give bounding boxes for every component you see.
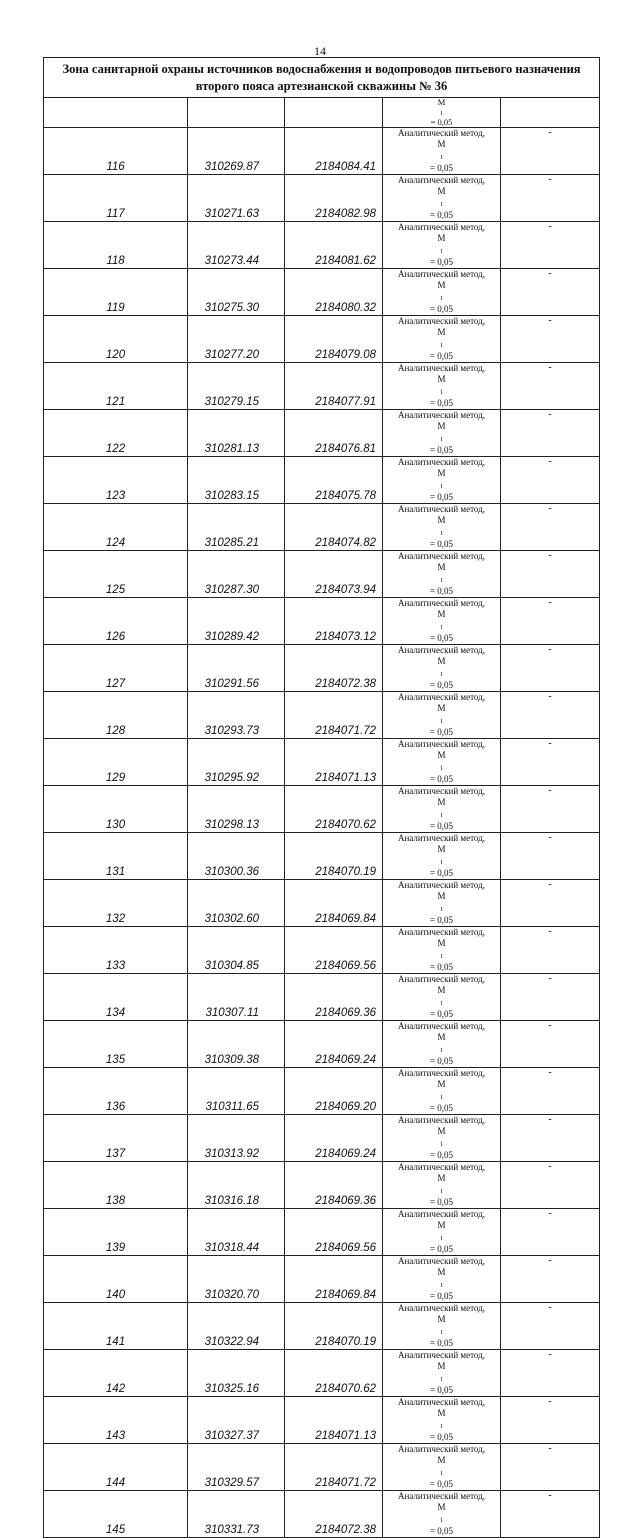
method-cell (383, 974, 501, 1021)
method-m-value: M $_t$ = 0,05 (429, 562, 454, 596)
method-cell (383, 222, 501, 269)
method-cell (383, 927, 501, 974)
table-row (44, 128, 600, 175)
method-m-value: M $_t$ = 0,05 (429, 374, 454, 408)
coordinate-x: 310331.73 (188, 1491, 285, 1538)
method-cell (383, 98, 501, 128)
coordinate-x: 310269.87 (188, 128, 285, 175)
table-title-line-2: второго пояса артезианской скважины № 36 (195, 78, 448, 93)
coordinate-y: 2184082.98 (285, 175, 383, 222)
table-row (44, 692, 600, 739)
point-number: 117 (44, 175, 188, 222)
coordinate-x: 310271.63 (188, 175, 285, 222)
note-dash: - (501, 1256, 600, 1303)
method-m-value: M $_t$ = 0,05 (429, 327, 454, 361)
method-cell (383, 551, 501, 598)
table-title (44, 58, 600, 98)
note-dash: - (501, 410, 600, 457)
coordinate-x: 310327.37 (188, 1397, 285, 1444)
method-m-value: M $_t$ = 0,05 (429, 1502, 454, 1536)
coordinate-y: 2184070.62 (285, 786, 383, 833)
point-number: 124 (44, 504, 188, 551)
coordinate-x: 310293.73 (188, 692, 285, 739)
method-m-value: M $_t$ = 0,05 (429, 750, 454, 784)
table-cell (501, 98, 600, 128)
method-m-value: M $_t$ = 0,05 (429, 1032, 454, 1066)
point-number: 132 (44, 880, 188, 927)
method-cell (383, 1397, 501, 1444)
coordinate-x: 310291.56 (188, 645, 285, 692)
method-label: Аналитический метод, (397, 457, 486, 467)
table-row (44, 833, 600, 880)
coordinate-x: 310281.13 (188, 410, 285, 457)
point-number: 143 (44, 1397, 188, 1444)
method-cell (383, 1115, 501, 1162)
method-label: Аналитический метод, (397, 410, 486, 420)
method-label: Аналитический метод, (397, 1256, 486, 1266)
coordinate-y: 2184084.41 (285, 128, 383, 175)
point-number: 121 (44, 363, 188, 410)
coordinate-y: 2184072.38 (285, 1491, 383, 1538)
coordinate-x: 310304.85 (188, 927, 285, 974)
coordinate-y: 2184070.19 (285, 1303, 383, 1350)
point-number: 123 (44, 457, 188, 504)
coordinate-y: 2184081.62 (285, 222, 383, 269)
coordinate-x: 310322.94 (188, 1303, 285, 1350)
table-title-row (44, 58, 600, 98)
note-dash: - (501, 175, 600, 222)
method-label: Аналитический метод, (397, 175, 486, 185)
coordinate-x: 310289.42 (188, 598, 285, 645)
point-number: 145 (44, 1491, 188, 1538)
method-cell (383, 739, 501, 786)
method-cell (383, 1491, 501, 1538)
note-dash: - (501, 128, 600, 175)
coordinate-y: 2184070.62 (285, 1350, 383, 1397)
point-number: 134 (44, 974, 188, 1021)
method-label: Аналитический метод, (397, 974, 486, 984)
method-label: Аналитический метод, (397, 786, 486, 796)
table-row (44, 551, 600, 598)
note-dash: - (501, 1209, 600, 1256)
method-m-value: M $_t$ = 0,05 (429, 985, 454, 1019)
coordinate-y: 2184074.82 (285, 504, 383, 551)
note-dash: - (501, 1303, 600, 1350)
method-cell (383, 410, 501, 457)
table-row (44, 1303, 600, 1350)
method-m-value: M $_t$ = 0,05 (429, 515, 454, 549)
coordinate-x: 310298.13 (188, 786, 285, 833)
coordinate-y: 2184069.24 (285, 1115, 383, 1162)
point-number: 144 (44, 1444, 188, 1491)
coordinate-x: 310309.38 (188, 1021, 285, 1068)
method-m-value: M $_t$ = 0,05 (429, 421, 454, 455)
coordinate-y: 2184069.36 (285, 974, 383, 1021)
method-label: Аналитический метод, (397, 645, 486, 655)
table-row (44, 786, 600, 833)
method-cell (383, 645, 501, 692)
coordinate-y: 2184077.91 (285, 363, 383, 410)
table-title-line-1: Зона санитарной охраны источников водоснабжения и водопроводов питьевого назначения (62, 61, 581, 76)
point-number: 136 (44, 1068, 188, 1115)
method-cell (383, 269, 501, 316)
continuation-row (44, 98, 600, 128)
table-row (44, 1444, 600, 1491)
method-cell (383, 1068, 501, 1115)
coordinate-y: 2184080.32 (285, 269, 383, 316)
point-number: 142 (44, 1350, 188, 1397)
coordinate-x: 310311.65 (188, 1068, 285, 1115)
note-dash: - (501, 739, 600, 786)
method-cell (383, 1162, 501, 1209)
method-label: Аналитический метод, (397, 1397, 486, 1407)
coordinate-y: 2184069.20 (285, 1068, 383, 1115)
point-number: 119 (44, 269, 188, 316)
method-m-value: M $_t$ = 0,05 (429, 609, 454, 643)
method-m-value: M $_t$ = 0,05 (429, 938, 454, 972)
point-number: 125 (44, 551, 188, 598)
coordinate-y: 2184069.84 (285, 1256, 383, 1303)
method-label: Аналитический метод, (397, 128, 486, 138)
method-label: Аналитический метод, (397, 269, 486, 279)
method-label: Аналитический метод, (397, 1115, 486, 1125)
coordinate-x: 310320.70 (188, 1256, 285, 1303)
method-cell (383, 457, 501, 504)
method-m-value: M $_t$ = 0,05 (429, 139, 454, 173)
note-dash: - (501, 1162, 600, 1209)
method-label: Аналитический метод, (397, 1209, 486, 1219)
method-cell (383, 1303, 501, 1350)
note-dash: - (501, 504, 600, 551)
coordinate-x: 310329.57 (188, 1444, 285, 1491)
method-m-value: M $_t$ = 0,05 (429, 844, 454, 878)
note-dash: - (501, 1021, 600, 1068)
method-label: Аналитический метод, (397, 1303, 486, 1313)
method-cell (383, 1256, 501, 1303)
method-cell (383, 316, 501, 363)
coordinate-y: 2184071.72 (285, 1444, 383, 1491)
method-label: Аналитический метод, (397, 739, 486, 749)
point-number: 137 (44, 1115, 188, 1162)
point-number: 131 (44, 833, 188, 880)
method-m-value: M $_t$ = 0,05 (429, 1173, 454, 1207)
method-m-value: M $_t$ = 0,05 (429, 1408, 454, 1442)
table-row (44, 739, 600, 786)
coordinate-x: 310283.15 (188, 457, 285, 504)
method-m-value: M $_t$ = 0,05 (429, 1267, 454, 1301)
point-number: 118 (44, 222, 188, 269)
table-cell (188, 98, 285, 128)
method-m-value: M $_t$ = 0,05 (429, 1455, 454, 1489)
note-dash: - (501, 1397, 600, 1444)
table-row (44, 1021, 600, 1068)
coordinate-x: 310287.30 (188, 551, 285, 598)
method-m-value: M $_t$ = 0,05 (429, 1126, 454, 1160)
point-number: 133 (44, 927, 188, 974)
coordinate-x: 310295.92 (188, 739, 285, 786)
note-dash: - (501, 222, 600, 269)
table-row (44, 1162, 600, 1209)
coordinate-y: 2184069.56 (285, 927, 383, 974)
method-cell (383, 1350, 501, 1397)
method-cell (383, 175, 501, 222)
table-row (44, 1491, 600, 1538)
method-m-value: M $_t$ = 0,05 (429, 656, 454, 690)
table-row (44, 1397, 600, 1444)
method-m-value: M $_t$ = 0,05 (429, 703, 454, 737)
point-number: 120 (44, 316, 188, 363)
method-m-value: M $_t$ = 0,05 (429, 1314, 454, 1348)
method-label: Аналитический метод, (397, 1162, 486, 1172)
table-row (44, 1115, 600, 1162)
method-label: Аналитический метод, (397, 551, 486, 561)
method-label: Аналитический метод, (397, 363, 486, 373)
point-number: 126 (44, 598, 188, 645)
note-dash: - (501, 1068, 600, 1115)
coordinate-x: 310300.36 (188, 833, 285, 880)
method-cell (383, 504, 501, 551)
table-row (44, 457, 600, 504)
method-m-value: M $_t$ = 0,05 (429, 1220, 454, 1254)
note-dash: - (501, 645, 600, 692)
method-m-value: M $_t$ = 0,05 (429, 1079, 454, 1113)
note-dash: - (501, 1444, 600, 1491)
method-cell (383, 128, 501, 175)
coordinates-table (43, 57, 600, 1538)
method-m-value: M $_t$ = 0,05 (429, 1361, 454, 1395)
note-dash: - (501, 692, 600, 739)
coordinate-x: 310302.60 (188, 880, 285, 927)
coordinate-y: 2184073.94 (285, 551, 383, 598)
method-m-value: M $_t$ = 0,05 (430, 97, 453, 127)
method-label: Аналитический метод, (397, 927, 486, 937)
table-row (44, 410, 600, 457)
table-row (44, 269, 600, 316)
table-row (44, 1350, 600, 1397)
note-dash: - (501, 316, 600, 363)
note-dash: - (501, 786, 600, 833)
point-number: 130 (44, 786, 188, 833)
note-dash: - (501, 927, 600, 974)
point-number: 140 (44, 1256, 188, 1303)
coordinate-y: 2184069.56 (285, 1209, 383, 1256)
method-label: Аналитический метод, (397, 316, 486, 326)
method-label: Аналитический метод, (397, 222, 486, 232)
note-dash: - (501, 880, 600, 927)
method-label: Аналитический метод, (397, 1068, 486, 1078)
point-number: 127 (44, 645, 188, 692)
coordinate-x: 310273.44 (188, 222, 285, 269)
table-row (44, 504, 600, 551)
method-cell (383, 692, 501, 739)
method-m-value: M $_t$ = 0,05 (429, 891, 454, 925)
method-label: Аналитический метод, (397, 504, 486, 514)
note-dash: - (501, 598, 600, 645)
coordinate-x: 310313.92 (188, 1115, 285, 1162)
table-row (44, 175, 600, 222)
note-dash: - (501, 457, 600, 504)
coordinate-y: 2184076.81 (285, 410, 383, 457)
method-m-value: M $_t$ = 0,05 (429, 797, 454, 831)
note-dash: - (501, 551, 600, 598)
method-label: Аналитический метод, (397, 692, 486, 702)
method-cell (383, 1209, 501, 1256)
point-number: 128 (44, 692, 188, 739)
method-m-value: M $_t$ = 0,05 (429, 468, 454, 502)
table-row (44, 598, 600, 645)
method-m-value: M $_t$ = 0,05 (429, 186, 454, 220)
method-label: Аналитический метод, (397, 598, 486, 608)
coordinate-x: 310279.15 (188, 363, 285, 410)
coordinate-y: 2184069.24 (285, 1021, 383, 1068)
note-dash: - (501, 833, 600, 880)
point-number: 129 (44, 739, 188, 786)
method-label: Аналитический метод, (397, 833, 486, 843)
coordinate-y: 2184069.36 (285, 1162, 383, 1209)
method-cell (383, 880, 501, 927)
table-row (44, 645, 600, 692)
coordinate-x: 310277.20 (188, 316, 285, 363)
note-dash: - (501, 1115, 600, 1162)
coordinate-y: 2184071.13 (285, 1397, 383, 1444)
note-dash: - (501, 1350, 600, 1397)
method-label: Аналитический метод, (397, 1491, 486, 1501)
table-cell (285, 98, 383, 128)
point-number: 138 (44, 1162, 188, 1209)
table-row (44, 974, 600, 1021)
coordinate-x: 310307.11 (188, 974, 285, 1021)
method-cell (383, 786, 501, 833)
method-label: Аналитический метод, (397, 1021, 486, 1031)
table-row (44, 927, 600, 974)
method-cell (383, 1021, 501, 1068)
coordinate-y: 2184072.38 (285, 645, 383, 692)
method-cell (383, 598, 501, 645)
coordinate-y: 2184079.08 (285, 316, 383, 363)
point-number: 135 (44, 1021, 188, 1068)
table-row (44, 363, 600, 410)
coordinate-y: 2184069.84 (285, 880, 383, 927)
page-number: 14 (314, 44, 326, 58)
coordinate-y: 2184073.12 (285, 598, 383, 645)
method-label: Аналитический метод, (397, 1444, 486, 1454)
point-number: 141 (44, 1303, 188, 1350)
coordinate-x: 310318.44 (188, 1209, 285, 1256)
point-number: 139 (44, 1209, 188, 1256)
note-dash: - (501, 269, 600, 316)
point-number: 116 (44, 128, 188, 175)
table-row (44, 880, 600, 927)
coordinate-y: 2184071.72 (285, 692, 383, 739)
note-dash: - (501, 974, 600, 1021)
coordinate-y: 2184075.78 (285, 457, 383, 504)
table-row (44, 222, 600, 269)
coordinate-y: 2184071.13 (285, 739, 383, 786)
method-m-value: M $_t$ = 0,05 (429, 280, 454, 314)
table-row (44, 1256, 600, 1303)
table-row (44, 316, 600, 363)
table-cell (44, 98, 188, 128)
method-cell (383, 1444, 501, 1491)
coordinate-x: 310316.18 (188, 1162, 285, 1209)
coordinate-y: 2184070.19 (285, 833, 383, 880)
method-m-value: M $_t$ = 0,05 (429, 233, 454, 267)
method-cell (383, 363, 501, 410)
point-number: 122 (44, 410, 188, 457)
coordinate-x: 310285.21 (188, 504, 285, 551)
coordinate-x: 310325.16 (188, 1350, 285, 1397)
method-label: Аналитический метод, (397, 880, 486, 890)
coordinate-x: 310275.30 (188, 269, 285, 316)
table-row (44, 1068, 600, 1115)
table-row (44, 1209, 600, 1256)
note-dash: - (501, 1491, 600, 1538)
method-cell (383, 833, 501, 880)
method-label: Аналитический метод, (397, 1350, 486, 1360)
note-dash: - (501, 363, 600, 410)
